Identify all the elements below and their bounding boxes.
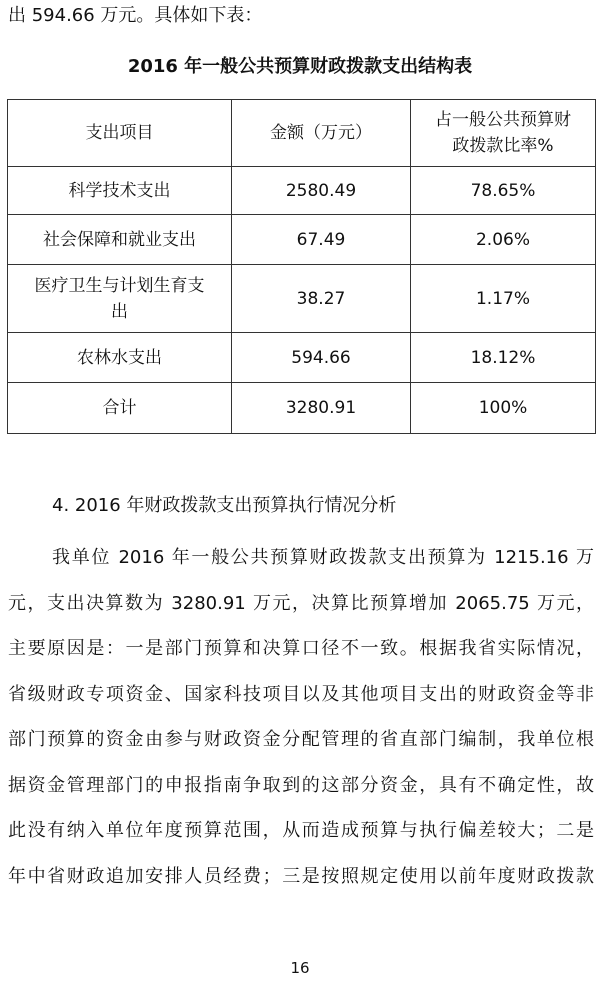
cell-item: 合计 [8,383,232,434]
table-header-row [8,100,596,167]
paragraph-line: 据资金管理部门的申报指南争取到的这部分资金，具有不确定性，故 [8,774,594,796]
cell-amount: 3280.91 [232,383,411,434]
cell-item: 医疗卫生与计划生育支出 [8,265,232,333]
paragraph-line: 我单位 2016 年一般公共预算财政拨款支出预算为 1215.16 万 [52,547,594,568]
table-title: 2016 年一般公共预算财政拨款支出结构表 [127,56,473,77]
cell-item: 科学技术支出 [8,167,232,215]
cell-amount: 2580.49 [232,167,411,215]
header-amount: 金额（万元） [232,100,411,167]
paragraph-line: 省级财政专项资金、国家科技项目以及其他项目支出的财政资金等非 [8,683,594,705]
section-heading: 4. 2016 年财政拨款支出预算执行情况分析 [52,495,397,516]
body-paragraph [8,535,594,899]
budget-table [7,99,596,434]
header-ratio: 占一般公共预算财政拨款比率% [411,100,596,167]
cell-amount: 67.49 [232,215,411,265]
intro-text: 出 594.66 万元。具体如下表： [8,5,263,26]
table-row [8,333,596,383]
table-row [8,167,596,215]
page-number: 16 [290,959,310,977]
paragraph-line: 主要原因是：一是部门预算和决算口径不一致。根据我省实际情况， [8,638,594,659]
paragraph-line: 年中省财政追加安排人员经费；三是按照规定使用以前年度财政拨款 [8,865,594,887]
cell-ratio: 1.17% [411,265,596,333]
cell-ratio: 78.65% [411,167,596,215]
cell-item: 农林水支出 [8,333,232,383]
table-row-total [8,383,596,434]
cell-ratio: 2.06% [411,215,596,265]
paragraph-line: 元，支出决算数为 3280.91 万元，决算比预算增加 2065.75 万元， [8,592,594,614]
table-row [8,265,596,333]
cell-amount: 594.66 [232,333,411,383]
cell-ratio: 18.12% [411,333,596,383]
cell-item: 社会保障和就业支出 [8,215,232,265]
paragraph-line: 此没有纳入单位年度预算范围，从而造成预算与执行偏差较大；二是 [8,820,594,841]
cell-amount: 38.27 [232,265,411,333]
cell-ratio: 100% [411,383,596,434]
table-row [8,215,596,265]
paragraph-line: 部门预算的资金由参与财政资金分配管理的省直部门编制，我单位根 [8,729,594,750]
header-item: 支出项目 [8,100,232,167]
